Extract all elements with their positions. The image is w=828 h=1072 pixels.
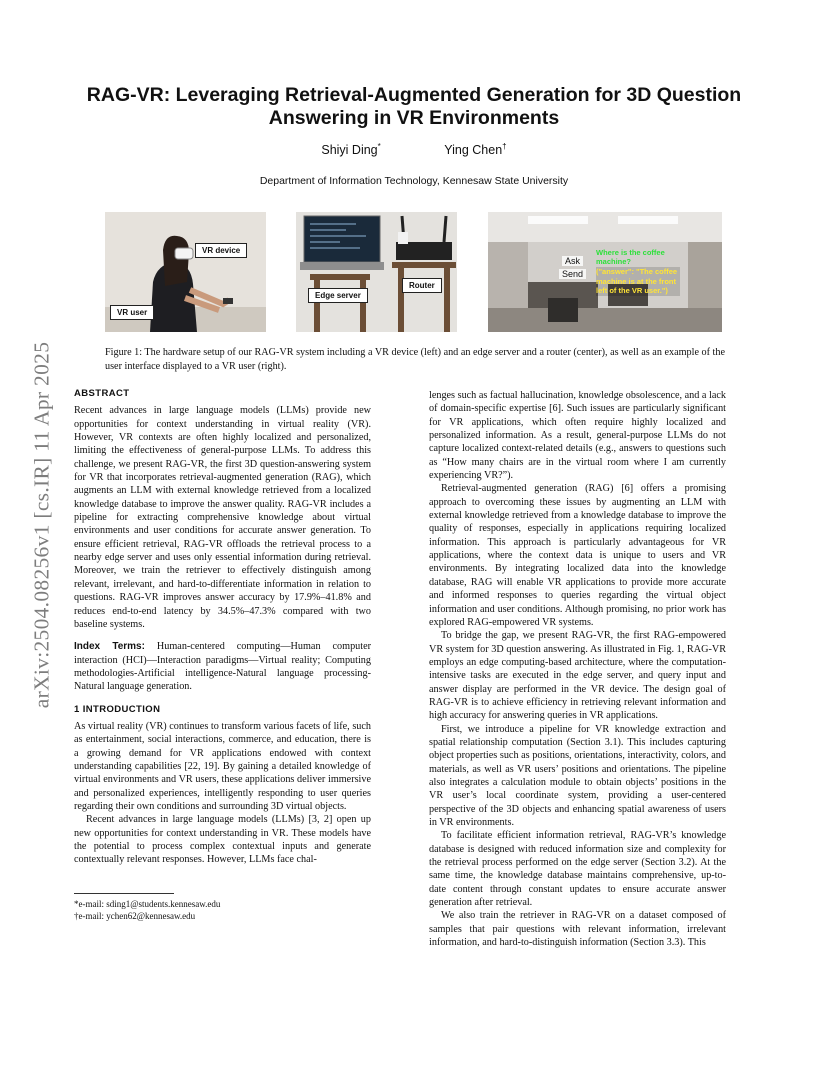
figure-vr-interface-screenshot [488,212,722,332]
footnote-email-2[interactable]: †e-mail: ychen62@kennesaw.edu [74,911,196,921]
affiliation: Department of Information Technology, Kennesaw State University [259,175,569,187]
label-vr-device: VR device [195,243,247,258]
footnote-email-1[interactable]: *e-mail: sding1@students.kennesaw.edu [74,899,221,909]
right-paragraph-3: To bridge the gap, we present RAG-VR, the first RAG-empowered VR system for 3D question answering. As illustrated in Fig. 1, RAG-VR employs an edge computing-based architecture, where the computation-intensive tasks are executed in the edge server, and query input and answer display are performed in the VR device. The design goal of RAG-VR is to achieve efficiency in retrieving relevant information and high accuracy for answering queries in VR applications. [429,630,726,722]
abstract-heading: ABSTRACT [74,388,130,399]
figure-hardware-photo [296,212,457,332]
question-text: Where is the coffee machine? [596,248,665,266]
figure-caption: Figure 1: The hardware setup of our RAG-VR system including a VR device (left) and an edge server and a router (center), as well as an example of the user interface displayed to a VR user (right). [105,347,725,372]
arxiv-identifier: arXiv:2504.08256v1 [cs.IR] 11 Apr 2025 [29,341,54,709]
label-router: Router [402,278,442,293]
ask-button[interactable]: Ask [562,256,583,266]
answer-text: ("answer": "The coffee machine is at the front left of the VR user.") [596,267,680,296]
author-1: Shiyi Ding* [321,142,381,158]
author-2: Ying Chen† [444,142,507,158]
figure-vr-user-photo [105,212,266,332]
paper-title: RAG-VR: Leveraging Retrieval-Augmented Generation for 3D Question Answering in VR Environments [86,84,742,129]
hardware-illustration [296,212,457,332]
label-edge-server: Edge server [308,288,368,303]
intro-paragraph-2: Recent advances in large language models (LLMs) [3, 2] open up new opportunities for context understanding in VR. These models have the potential to process complex contextual inputs and generate contextually relevant responses. However, LLMs face chal- [74,814,371,866]
right-paragraph-5: To facilitate efficient information retrieval, RAG-VR’s knowledge database is designed with reduced information size and complexity for the retrieval process performed on the edge server (Section 3.2). At the same time, the knowledge database maintains comprehensive, up-to-date content through constant updates to ensure accurate answer generation after retrieval. [429,830,726,909]
footnote-rule [74,893,174,894]
right-paragraph-6: We also train the retriever in RAG-VR on a dataset composed of samples that pair questions with relevant information, irrelevant information, and hard-to-distinguish information (Section 3.3). This [429,910,726,949]
label-vr-user: VR user [110,305,154,320]
right-paragraph-4: First, we introduce a pipeline for VR knowledge extraction and spatial relationship computation (Section 3.1). This includes capturing object properties such as positions, orientations, interactivity, colors, and materials, as well as VR users’ positions and orientations. The pipeline also integrates a calculation module to obtain objects’ positions in the VR user’s local coordinate system, providing a user-centered perspective of the 3D objects and enhancing spatial awareness of users in VR environments. [429,723,726,828]
author-list [0,142,828,157]
footnotes [74,898,444,922]
index-terms: Index Terms: Human-centered computing—Human computer interaction (HCI)—Interaction paradigms—Virtual reality; Computing methodologies-Artificial intelligence-Natural language processing-Natural language generation. [74,641,371,693]
section-introduction-heading: 1 INTRODUCTION [74,703,161,715]
right-paragraph-1: lenges such as factual hallucination, knowledge obsolescence, and a lack of domain-specific expertise [6]. Such issues are particularly significant for VR applications, which often require highly localized and personalized information. As a result, general-purpose LLMs do not capture localized context-related details (e.g., answers to questions such as “How many chairs are in the virtual room where I am currently experiencing VR?”). [429,390,726,482]
right-paragraph-2: Retrieval-augmented generation (RAG) [6] offers a promising approach to overcoming these issues by augmenting an LLM with external knowledge retrieved from a knowledge database to improve the quality of responses, especially in applications requiring localized information. This approach is particularly advantageous for VR applications, where the context data is unique to users and VR environments. By integrating localized data into the knowledge database, RAG will enable VR applications to provide more accurate and informed responses to queries regarding the virtual object information and user conditions. Although promising, no prior work has explored RAG-empowered VR systems. [429,483,726,628]
send-button[interactable]: Send [559,269,586,279]
left-column [74,387,371,867]
intro-paragraph-1: As virtual reality (VR) continues to transform various facets of life, such as entertainment, social interactions, commerce, and education, there is a growing demand for VR applications endowed with context understanding capabilities [22, 19]. By gaining a detailed knowledge of virtual environments and VR users, these applications deliver immersive and personalized experiences, intelligently responding to user queries regarding their own conditions and surrounding 3D virtual objects. [74,720,371,812]
right-column [429,389,726,949]
abstract-text: Recent advances in large language models (LLMs) provide new opportunities for context understanding in virtual reality (VR). However, VR contexts are often highly localized and personalized, limiting the effectiveness of general-purpose LLMs. To address this challenge, we present RAG-VR, the first 3D question-answering system for VR that incorporates retrieval-augmented generation (RAG), which augments an LLM with external knowledge retrieved from a localized knowledge database to improve the answer quality. RAG-VR includes a pipeline for extracting comprehensive knowledge about virtual environments and user conditions for accurate answer generation. To ensure efficient retrieval, RAG-VR offloads the retrieval process to a nearby edge server and uses only essential information during retrieval. Moreover, we train the retriever to effectively distinguish among relevant, irrelevant, and hard-to-differentiate information in relation to questions. RAG-VR improves answer accuracy by 17.9%–41.8% and reduces end-to-end latency by 34.5%–47.3% compared with two baseline systems. [74,405,371,630]
